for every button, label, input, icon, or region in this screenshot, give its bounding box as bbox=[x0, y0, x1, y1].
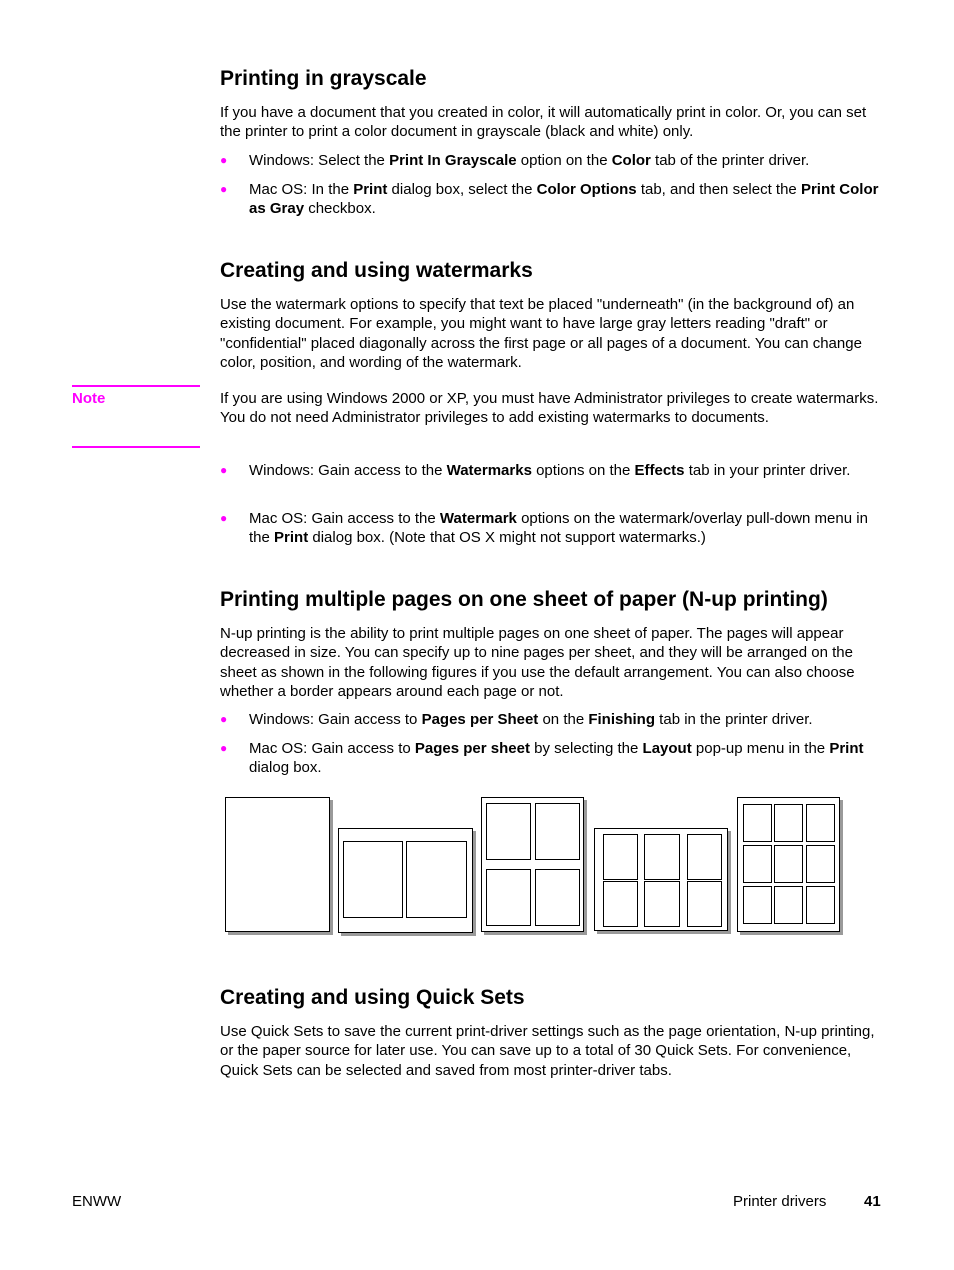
page-cell bbox=[774, 886, 803, 924]
page-cell bbox=[486, 869, 531, 926]
footer-left: ENWW bbox=[72, 1193, 122, 1210]
page-cell bbox=[406, 841, 467, 918]
sheet-1-up bbox=[225, 797, 330, 932]
page-cell bbox=[603, 881, 638, 927]
sheet-2-up bbox=[338, 828, 473, 933]
page-cell bbox=[743, 845, 772, 883]
heading-grayscale: Printing in grayscale bbox=[220, 67, 427, 90]
page-cell bbox=[806, 845, 835, 883]
watermarks-intro: Use the watermark options to specify that text be placed "underneath" (in the background of) an existing document. For example, you might want to have large gray letters reading "draft" or "confidential" placed diagonally across the first page or all pages of a document. You can change color, position, and wording of the watermark. bbox=[220, 296, 862, 371]
nup-intro: N-up printing is the ability to print multiple pages on one sheet of paper. The pages will appear decreased in size. You can specify up to nine pages per sheet, and they will be arranged on the sheet as shown in the following figures if you use the default arrangement. You can also choose whether a border appears around each page or not. bbox=[220, 625, 855, 700]
page-cell bbox=[644, 834, 680, 880]
page-cell bbox=[743, 886, 772, 924]
page-cell bbox=[535, 803, 580, 860]
heading-nup: Printing multiple pages on one sheet of paper (N-up printing) bbox=[220, 588, 828, 611]
page-cell bbox=[806, 886, 835, 924]
bullet-icon: ● bbox=[220, 741, 228, 755]
page-number: 41 bbox=[864, 1193, 881, 1210]
bullet-icon: ● bbox=[220, 511, 228, 525]
quicksets-intro: Use Quick Sets to save the current print-driver settings such as the page orientation, N-up printing, or the paper source for later use. You can save up to a total of 30 Quick Sets. For convenience, Quick Sets can be selected and saved from most printer-driver tabs. bbox=[220, 1023, 875, 1079]
heading-quicksets: Creating and using Quick Sets bbox=[220, 986, 525, 1009]
bullet-icon: ● bbox=[220, 153, 228, 167]
footer-section: Printer drivers bbox=[733, 1193, 827, 1210]
bullet-text: Windows: Gain access to Pages per Sheet on the Finishing tab in the printer driver. bbox=[249, 711, 813, 728]
note-text: If you are using Windows 2000 or XP, you must have Administrator privileges to create watermarks. You do not need Administrator privileges to add existing watermarks to documents. bbox=[220, 390, 879, 427]
heading-watermarks: Creating and using watermarks bbox=[220, 259, 533, 282]
page-cell bbox=[687, 834, 722, 880]
grayscale-intro: If you have a document that you created in color, it will automatically print in color. Or, you can set the printer to print a color document in grayscale (black and white) only. bbox=[220, 104, 867, 141]
note-top-rule bbox=[72, 385, 200, 387]
sheet-4-up bbox=[481, 797, 584, 932]
page-cell bbox=[774, 845, 803, 883]
bullet-text: Windows: Select the Print In Grayscale option on the Color tab of the printer driver. bbox=[249, 152, 810, 169]
page-cell bbox=[343, 841, 403, 918]
page-cell bbox=[486, 803, 531, 860]
page-cell bbox=[743, 804, 772, 842]
sheet-6-up bbox=[594, 828, 728, 931]
page-cell bbox=[774, 804, 803, 842]
page-cell bbox=[603, 834, 638, 880]
page-cell bbox=[806, 804, 835, 842]
bullet-text: Mac OS: Gain access to Pages per sheet by selecting the Layout pop-up menu in the Print dialog box. bbox=[249, 740, 864, 777]
page-cell bbox=[644, 881, 680, 927]
bullet-text: Windows: Gain access to the Watermarks options on the Effects tab in your printer driver. bbox=[249, 462, 851, 479]
bullet-text: Mac OS: In the Print dialog box, select the Color Options tab, and then select the Print Color as Gray checkbox. bbox=[249, 181, 879, 218]
note-bottom-rule bbox=[72, 446, 200, 448]
bullet-icon: ● bbox=[220, 712, 228, 726]
bullet-text: Mac OS: Gain access to the Watermark options on the watermark/overlay pull-down menu in the Print dialog box. (Note that OS X might not support watermarks.) bbox=[249, 510, 868, 547]
note-label: Note bbox=[72, 390, 106, 407]
sheet-9-up bbox=[737, 797, 840, 932]
bullet-icon: ● bbox=[220, 463, 228, 477]
page-cell bbox=[687, 881, 722, 927]
page-cell bbox=[535, 869, 580, 926]
bullet-icon: ● bbox=[220, 182, 228, 196]
